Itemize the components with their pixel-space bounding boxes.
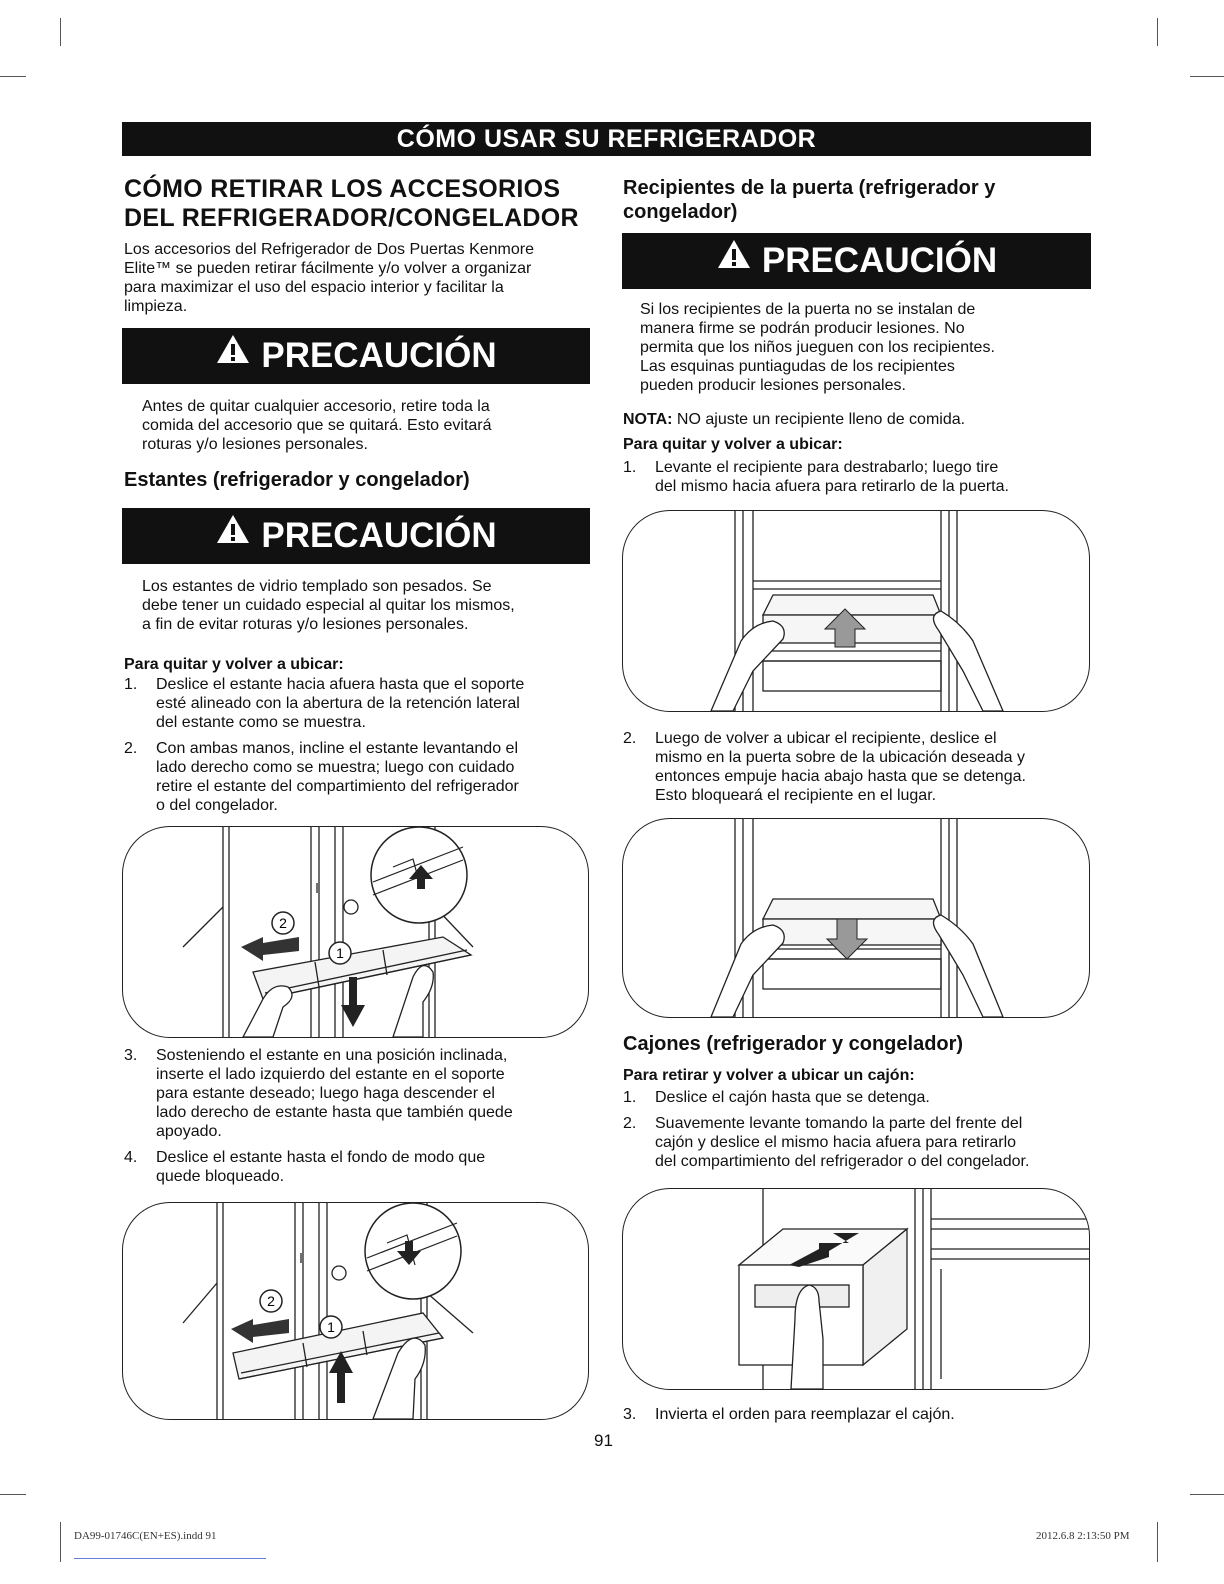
footer-underline [74, 1558, 266, 1559]
list-item [623, 458, 1093, 498]
text-line: cajón y deslice el mismo hacia afuera para retirarlo [655, 1134, 1017, 1151]
drawer-removal-illustration [622, 1188, 1090, 1390]
caution-banner [122, 328, 590, 384]
text-line: comida del accesorio que se quitará. Esto evitará [142, 417, 492, 434]
list-item [124, 739, 594, 817]
text-line: Si los recipientes de la puerta no se instalan de [640, 301, 976, 318]
text-line: del estante como se muestra. [156, 714, 366, 731]
text-line: Deslice el cajón hasta que se detenga. [655, 1089, 930, 1106]
callout-two: 2 [267, 1293, 275, 1309]
note-text: NO ajuste un recipiente lleno de comida. [672, 411, 966, 428]
caution-label: PRECAUCIÓN [761, 241, 998, 280]
section-heading [623, 176, 1093, 224]
text-line: manera firme se podrán producir lesiones. No [640, 320, 965, 337]
caution-label: PRECAUCIÓN [261, 336, 497, 375]
list-number: 1. [623, 1089, 637, 1106]
text-line: Las esquinas puntiagudas de los recipientes [640, 358, 955, 375]
text-line: Deslice el estante hasta el fondo de modo que [156, 1149, 486, 1166]
text-line: inserte el lado izquierdo del estante en el soporte [156, 1066, 505, 1083]
list-number: 2. [124, 740, 138, 757]
text-line: o del congelador. [156, 797, 278, 814]
text-line: Los estantes de vidrio templado son pesados. Se [142, 578, 492, 595]
intro-paragraph [124, 240, 594, 316]
text-line: Los accesorios del Refrigerador de Dos Puertas Kenmore [124, 241, 534, 258]
text-line: Luego de volver a ubicar el recipiente, deslice el [655, 730, 997, 747]
footer-timestamp: 2012.6.8 2:13:50 PM [1036, 1530, 1130, 1542]
text-line: Elite™ se pueden retirar fácilmente y/o volver a organizar [124, 260, 532, 277]
callout-one: 1 [327, 1319, 335, 1335]
list-item [124, 1046, 594, 1144]
text-line: Antes de quitar cualquier accesorio, retire toda la [142, 398, 490, 415]
crop-mark [0, 1494, 26, 1495]
callout-two: 2 [279, 915, 287, 931]
text-line: Esto bloqueará el recipiente en el lugar. [655, 787, 937, 804]
text-line: a fin de evitar roturas y/o lesiones personales. [142, 616, 469, 633]
text-line: del compartimiento del refrigerador o del congelador. [655, 1153, 1030, 1170]
text-line: Con ambas manos, incline el estante levantando el [156, 740, 518, 757]
list-item [623, 1088, 1093, 1108]
caution-banner [622, 233, 1091, 289]
list-item [124, 1148, 594, 1188]
text-line: Deslice el estante hacia afuera hasta que el soporte [156, 676, 525, 693]
crop-mark [1157, 18, 1158, 46]
crop-mark [60, 1522, 61, 1562]
text-line: Invierta el orden para reemplazar el cajón. [655, 1406, 955, 1423]
crop-mark [60, 18, 61, 46]
text-line: para maximizar el uso del espacio interior y facilitar la [124, 279, 504, 296]
list-item [623, 729, 1093, 807]
text-line: lado derecho como se muestra; luego con cuidado [156, 759, 515, 776]
text-line: roturas y/o lesiones personales. [142, 436, 368, 453]
text-line: permita que los niños jueguen con los recipientes. [640, 339, 995, 356]
text-line: Sosteniendo el estante en una posición inclinada, [156, 1047, 508, 1064]
shelf-removal-illustration [122, 826, 589, 1038]
subheading: Para quitar y volver a ubicar: [124, 656, 344, 673]
text-line: debe tener un cuidado especial al quitar los mismos, [142, 597, 515, 614]
text-line: Levante el recipiente para destrabarlo; luego tire [655, 459, 999, 476]
warning-icon [716, 231, 752, 287]
text-line: esté alineado con la abertura de la retención lateral [156, 695, 520, 712]
page-number: 91 [594, 1431, 613, 1450]
warning-icon [215, 326, 251, 382]
note [623, 410, 1093, 429]
warning-icon [215, 506, 251, 562]
note-label: NOTA: [623, 411, 673, 428]
list-number: 4. [124, 1149, 138, 1166]
text-line: Recipientes de la puerta (refrigerador y [623, 177, 996, 199]
text-line: para estante deseado; luego haga descender el [156, 1085, 495, 1102]
door-bin-lift-illustration [622, 510, 1090, 712]
crop-mark [0, 76, 26, 77]
page-title [124, 175, 594, 233]
text-line: quede bloqueado. [156, 1168, 285, 1185]
text-line: Suavemente levante tomando la parte del frente del [655, 1115, 1023, 1132]
section-heading: Cajones (refrigerador y congelador) [623, 1033, 964, 1055]
text-line: lado derecho de estante hasta que también quede [156, 1104, 513, 1121]
caution-text [640, 300, 1085, 395]
text-line: apoyado. [156, 1123, 222, 1140]
text-line: pueden producir lesiones personales. [640, 377, 906, 394]
footer-file-info: DA99-01746C(EN+ES).indd 91 [74, 1530, 217, 1542]
section-heading: Estantes (refrigerador y congelador) [124, 469, 470, 491]
caution-text [142, 397, 582, 454]
text-line: entonces empuje hacia abajo hasta que se detenga. [655, 768, 1026, 785]
text-line: congelador) [623, 201, 738, 223]
list-number: 2. [623, 1115, 637, 1132]
subheading: Para quitar y volver a ubicar: [623, 436, 843, 453]
list-item [623, 1405, 1093, 1425]
caution-label: PRECAUCIÓN [261, 516, 497, 555]
caution-text [142, 577, 582, 634]
list-number: 3. [623, 1406, 637, 1423]
list-item [124, 675, 594, 735]
section-banner: CÓMO USAR SU REFRIGERADOR [122, 122, 1091, 156]
list-number: 1. [124, 676, 138, 693]
text-line: retire el estante del compartimiento del refrigerador [156, 778, 519, 795]
text-line: limpieza. [124, 298, 188, 315]
page-title-line: CÓMO RETIRAR LOS ACCESORIOS [124, 175, 561, 203]
text-line: del mismo hacia afuera para retirarlo de la puerta. [655, 478, 1009, 495]
list-number: 1. [623, 459, 637, 476]
callout-one: 1 [336, 945, 344, 961]
shelf-insert-illustration [122, 1202, 589, 1420]
crop-mark [1157, 1522, 1158, 1562]
list-item [623, 1114, 1093, 1174]
caution-banner [122, 508, 590, 564]
list-number: 3. [124, 1047, 138, 1064]
subheading: Para retirar y volver a ubicar un cajón: [623, 1067, 915, 1084]
door-bin-lower-illustration [622, 818, 1090, 1018]
page-title-line: DEL REFRIGERADOR/CONGELADOR [124, 204, 579, 232]
crop-mark [1190, 1494, 1224, 1495]
list-number: 2. [623, 730, 637, 747]
text-line: mismo en la puerta sobre de la ubicación deseada y [655, 749, 1025, 766]
crop-mark [1190, 76, 1224, 77]
